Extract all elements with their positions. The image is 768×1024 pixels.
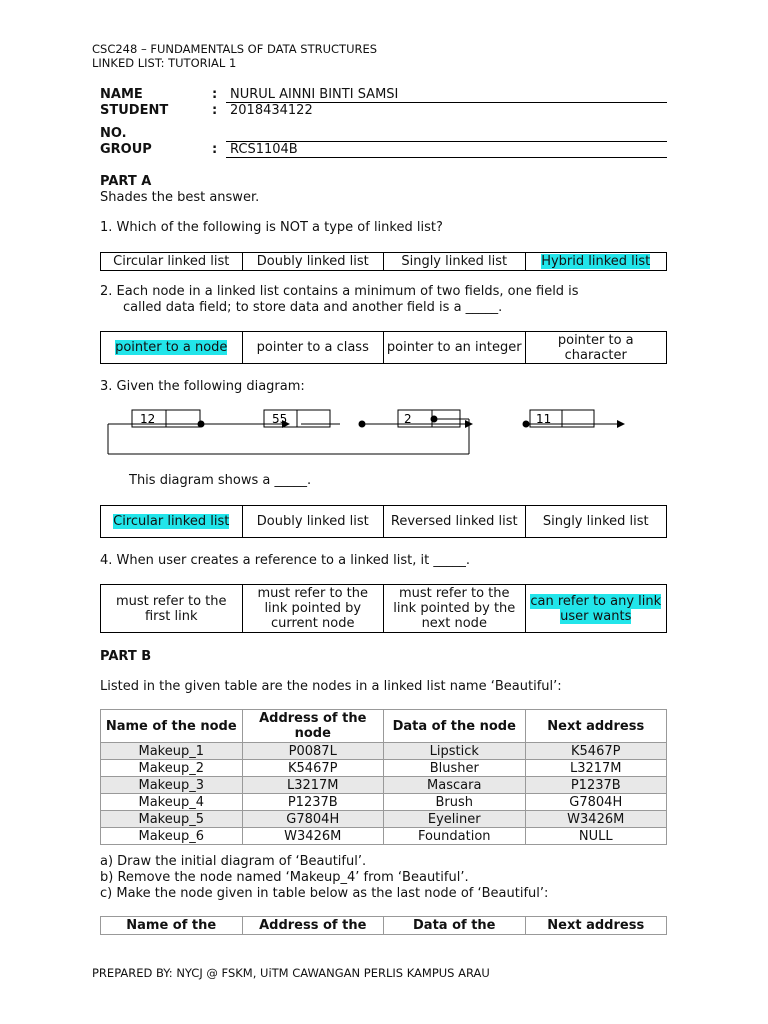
q2-option-3[interactable] xyxy=(384,332,526,364)
table-row xyxy=(101,760,667,777)
question-3-caption: This diagram shows a _____. xyxy=(129,473,312,488)
table-cell: Eyeliner xyxy=(384,811,526,828)
table-cell: NULL xyxy=(525,828,667,845)
table-cell: L3217M xyxy=(525,760,667,777)
q1-option-2[interactable] xyxy=(242,253,384,271)
option-label: Circular linked list xyxy=(113,254,230,269)
q1-option-3[interactable] xyxy=(384,253,526,271)
question-3: 3. Given the following diagram: xyxy=(100,379,305,394)
colon: : xyxy=(212,103,218,118)
new-node-table xyxy=(100,916,667,935)
option-label: Singly linked list xyxy=(542,514,649,529)
no-label: NO. xyxy=(100,126,127,141)
student-label: STUDENT xyxy=(100,103,169,118)
linked-list-diagram xyxy=(100,400,640,460)
student-no-value: 2018434122 xyxy=(230,103,313,118)
table-cell: P1237B xyxy=(525,777,667,794)
q3-option-3[interactable] xyxy=(384,506,526,538)
part-b-heading: PART B xyxy=(100,649,152,664)
colon: : xyxy=(212,87,218,102)
group-underline xyxy=(226,157,667,158)
option-label: Doubly linked list xyxy=(256,254,369,269)
column-header: Name of the xyxy=(101,917,243,935)
table-cell: Mascara xyxy=(384,777,526,794)
part-a-instruction: Shades the best answer. xyxy=(100,190,260,205)
table-row xyxy=(101,743,667,760)
column-header: Address of the node xyxy=(242,710,384,743)
option-label: pointer to a class xyxy=(256,340,369,355)
q2-options xyxy=(100,331,667,364)
table-row xyxy=(101,794,667,811)
table-cell: Makeup_3 xyxy=(101,777,243,794)
option-label: pointer to an integer xyxy=(386,340,522,355)
option-label: Reversed linked list xyxy=(390,514,518,529)
course-title: CSC248 – FUNDAMENTALS OF DATA STRUCTURES xyxy=(92,42,378,56)
table-cell: Brush xyxy=(384,794,526,811)
table-cell: G7804H xyxy=(525,794,667,811)
q2-option-2[interactable] xyxy=(242,332,384,364)
q4-options xyxy=(100,584,667,633)
q1-option-4-selected[interactable] xyxy=(525,253,667,271)
name-label: NAME xyxy=(100,87,143,102)
node-data-label: 2 xyxy=(404,412,412,426)
column-header: Address of the xyxy=(242,917,384,935)
q4-option-3[interactable] xyxy=(384,585,526,633)
q4-option-1[interactable] xyxy=(101,585,243,633)
table-cell: K5467P xyxy=(242,760,384,777)
option-label: Doubly linked list xyxy=(256,514,369,529)
footer: PREPARED BY: NYCJ @ FSKM, UiTM CAWANGAN PERLIS KAMPUS ARAU xyxy=(92,966,490,980)
table-cell: W3426M xyxy=(242,828,384,845)
table-cell: G7804H xyxy=(242,811,384,828)
colon: : xyxy=(212,142,218,157)
option-label: Singly linked list xyxy=(401,254,508,269)
table-cell: Lipstick xyxy=(384,743,526,760)
q2-option-1-selected[interactable] xyxy=(101,332,243,364)
option-label-highlighted: can refer to any link user wants xyxy=(530,593,662,624)
task-b: b) Remove the node named ‘Makeup_4’ from ‘Beautiful’. xyxy=(100,870,469,885)
option-label-highlighted: Hybrid linked list xyxy=(541,254,651,269)
option-label: pointer to a character xyxy=(557,332,634,363)
task-a: a) Draw the initial diagram of ‘Beautiful’. xyxy=(100,854,367,869)
option-label-highlighted: pointer to a node xyxy=(115,340,228,355)
node-data-label: 11 xyxy=(536,412,552,426)
table-row xyxy=(101,828,667,845)
group-label: GROUP xyxy=(100,142,152,157)
node-data-label: 12 xyxy=(140,412,156,426)
column-header: Data of the xyxy=(384,917,526,935)
tutorial-title: LINKED LIST: TUTORIAL 1 xyxy=(92,56,237,70)
q1-options xyxy=(100,252,667,271)
table-cell: Blusher xyxy=(384,760,526,777)
option-label: must refer to the first link xyxy=(115,593,227,624)
table-row xyxy=(101,811,667,828)
part-b-intro: Listed in the given table are the nodes in a linked list name ‘Beautiful’: xyxy=(100,679,562,694)
q2-option-4[interactable] xyxy=(525,332,667,364)
option-label: must refer to the link pointed by the next node xyxy=(393,586,516,631)
table-row xyxy=(101,777,667,794)
column-header: Next address xyxy=(525,710,667,743)
table-cell: P0087L xyxy=(242,743,384,760)
table-cell: L3217M xyxy=(242,777,384,794)
question-2-line-1: 2. Each node in a linked list contains a minimum of two fields, one field is xyxy=(100,284,579,299)
column-header: Name of the node xyxy=(101,710,243,743)
table-cell: Makeup_2 xyxy=(101,760,243,777)
question-2-line-2: called data field; to store data and another field is a _____. xyxy=(123,300,503,315)
name-value: NURUL AINNI BINTI SAMSI xyxy=(230,87,399,102)
question-4: 4. When user creates a reference to a linked list, it _____. xyxy=(100,553,470,568)
q3-option-1-selected[interactable] xyxy=(101,506,243,538)
question-1: 1. Which of the following is NOT a type of linked list? xyxy=(100,220,443,235)
table-cell: W3426M xyxy=(525,811,667,828)
q1-option-1[interactable] xyxy=(101,253,243,271)
option-label: must refer to the link pointed by current node xyxy=(257,586,369,631)
q3-options xyxy=(100,505,667,538)
table-cell: P1237B xyxy=(242,794,384,811)
node-data-label: 55 xyxy=(272,412,288,426)
table-cell: Makeup_6 xyxy=(101,828,243,845)
q4-option-2[interactable] xyxy=(242,585,384,633)
table-cell: Foundation xyxy=(384,828,526,845)
part-a-heading: PART A xyxy=(100,174,152,189)
table-cell: Makeup_4 xyxy=(101,794,243,811)
task-c: c) Make the node given in table below as the last node of ‘Beautiful’: xyxy=(100,886,549,901)
option-label-highlighted: Circular linked list xyxy=(113,514,230,529)
nodes-table xyxy=(100,709,667,845)
group-value: RCS1104B xyxy=(230,142,298,157)
q4-option-4-selected[interactable] xyxy=(525,585,667,633)
table-cell: K5467P xyxy=(525,743,667,760)
table-cell: Makeup_1 xyxy=(101,743,243,760)
q3-option-4[interactable] xyxy=(525,506,667,538)
table-cell: Makeup_5 xyxy=(101,811,243,828)
column-header: Data of the node xyxy=(384,710,526,743)
column-header: Next address xyxy=(525,917,667,935)
q3-option-2[interactable] xyxy=(242,506,384,538)
